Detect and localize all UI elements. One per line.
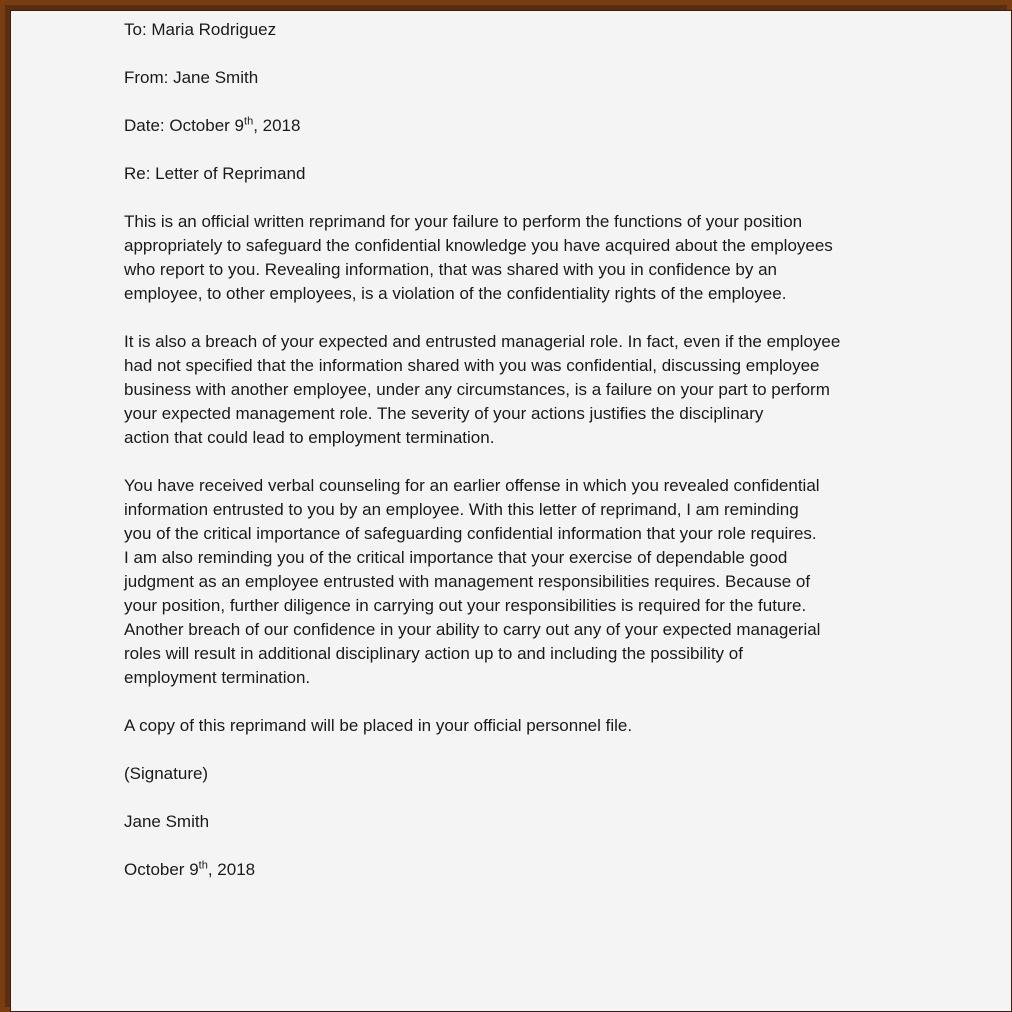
document-sheet xyxy=(10,10,1012,1012)
paragraph-1 xyxy=(124,210,924,306)
paragraph-line: I am also reminding you of the critical importance that your exercise of dependable good xyxy=(124,548,788,567)
paragraph-line: you of the critical importance of safeguarding confidential information that your role requires. xyxy=(124,524,817,543)
paragraph-line: business with another employee, under any circumstances, is a failure on your part to perform xyxy=(124,380,830,399)
signature-placeholder xyxy=(124,762,924,786)
paragraph-line: roles will result in additional disciplinary action up to and including the possibility of xyxy=(124,644,743,663)
paragraph-line: employment termination. xyxy=(124,668,311,687)
paragraph-3 xyxy=(124,474,924,690)
memo-date-ordinal: th xyxy=(244,115,254,128)
memo-from-text: From: Jane Smith xyxy=(124,68,259,87)
paragraph-line: You have received verbal counseling for an earlier offense in which you revealed confidential xyxy=(124,476,820,495)
paragraph-line: action that could lead to employment termination. xyxy=(124,428,495,447)
paragraph-line: This is an official written reprimand for your failure to perform the functions of your position xyxy=(124,212,803,231)
paragraph-line: Another breach of our confidence in your ability to carry out any of your expected managerial xyxy=(124,620,821,639)
memo-to-text: To: Maria Rodriguez xyxy=(124,20,277,39)
closing-date-ordinal: th xyxy=(198,859,208,872)
letter-body xyxy=(124,18,924,906)
paragraph-line: judgment as an employee entrusted with management responsibilities requires. Because of xyxy=(124,572,811,591)
closing-date-prefix: October 9 xyxy=(124,860,199,879)
paragraph-line: It is also a breach of your expected and entrusted managerial role. In fact, even if the employee xyxy=(124,332,841,351)
memo-date-line xyxy=(124,114,924,138)
paragraph-line: appropriately to safeguard the confidential knowledge you have acquired about the employees xyxy=(124,236,833,255)
memo-date-prefix: Date: October 9 xyxy=(124,116,245,135)
memo-from xyxy=(124,66,924,90)
memo-subject-text: Re: Letter of Reprimand xyxy=(124,164,306,183)
paragraph-2 xyxy=(124,330,924,450)
closing-date-suffix: , 2018 xyxy=(207,860,256,879)
paragraph-line: employee, to other employees, is a violation of the confidentiality rights of the employee. xyxy=(124,284,787,303)
signature-text: (Signature) xyxy=(124,764,209,783)
paragraph-line: your expected management role. The severity of your actions justifies the disciplinary xyxy=(124,404,764,423)
paragraph-4 xyxy=(124,714,924,738)
memo-date xyxy=(124,114,924,138)
signer-name xyxy=(124,810,924,834)
memo-to xyxy=(124,18,924,42)
paragraph-line: your position, further diligence in carrying out your responsibilities is required for the future. xyxy=(124,596,807,615)
paragraph-line: who report to you. Revealing information, that was shared with you in confidence by an xyxy=(124,260,777,279)
memo-date-suffix: , 2018 xyxy=(253,116,301,135)
closing-date-line xyxy=(124,858,924,882)
closing-date xyxy=(124,858,924,882)
signer-name-text: Jane Smith xyxy=(124,812,210,831)
paragraph-line: A copy of this reprimand will be placed in your official personnel file. xyxy=(124,716,633,735)
paragraph-line: had not specified that the information shared with you was confidential, discussing employee xyxy=(124,356,820,375)
memo-subject xyxy=(124,162,924,186)
paragraph-line: information entrusted to you by an employee. With this letter of reprimand, I am reminding xyxy=(124,500,799,519)
